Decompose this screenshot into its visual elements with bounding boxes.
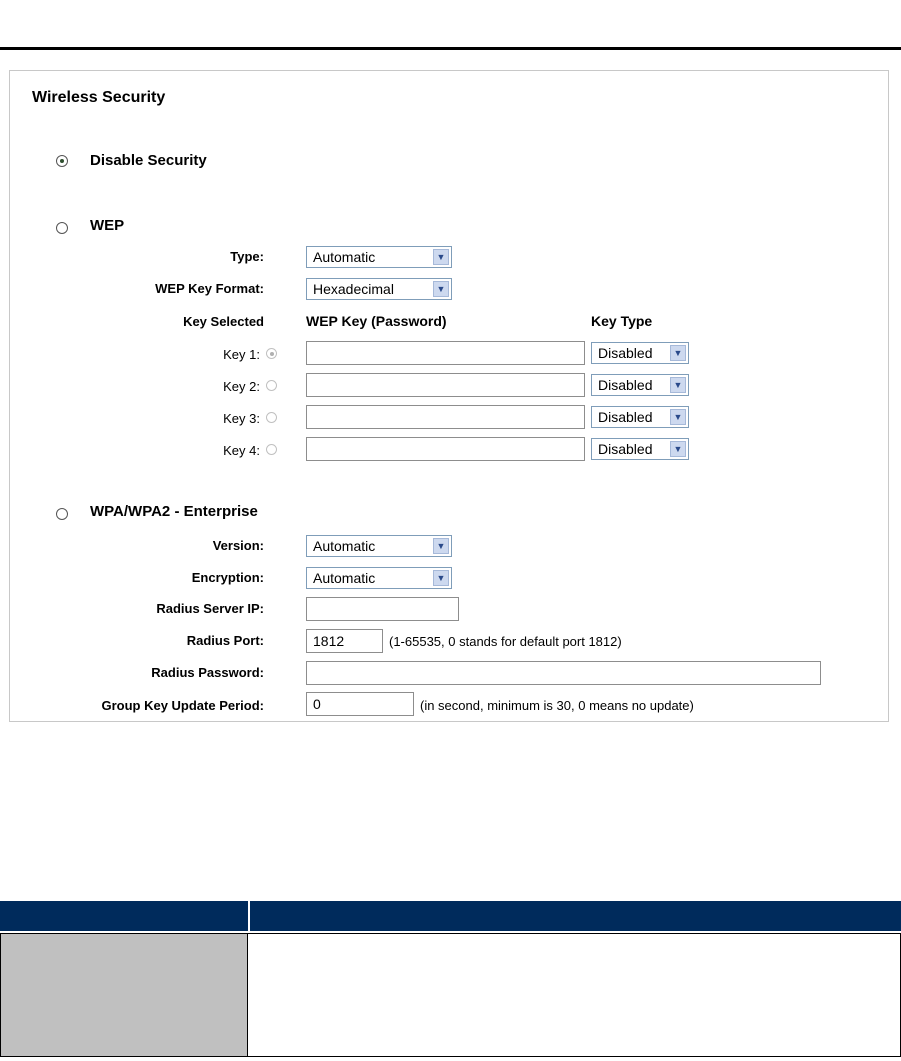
key-4-radio[interactable] [266, 444, 277, 455]
key-2-type-select[interactable] [591, 374, 689, 396]
encryption-value: Automatic [313, 570, 376, 586]
wep-label: WEP [90, 217, 125, 234]
version-value: Automatic [313, 538, 376, 554]
table-row-label-cell [0, 933, 248, 1057]
radius-port-input[interactable]: 1812 [306, 629, 383, 653]
wep-format-value: Hexadecimal [313, 281, 394, 297]
wep-format-label: WEP Key Format: [155, 281, 264, 296]
disable-security-label: Disable Security [90, 152, 207, 169]
wep-type-select[interactable] [306, 246, 452, 268]
chevron-down-icon: ▼ [670, 377, 686, 393]
key-4-input[interactable] [306, 437, 585, 461]
wep-type-value: Automatic [313, 249, 376, 265]
wep-type-label: Type: [230, 249, 264, 264]
wireless-security-panel [9, 70, 889, 722]
wep-format-select[interactable] [306, 278, 452, 300]
key-3-input[interactable] [306, 405, 585, 429]
key-2-label: Key 2: [223, 379, 260, 394]
chevron-down-icon: ▼ [670, 409, 686, 425]
radius-ip-input[interactable] [306, 597, 459, 621]
key-2-radio[interactable] [266, 380, 277, 391]
group-key-label: Group Key Update Period: [101, 698, 264, 713]
col-key-selected: Key Selected [183, 314, 264, 329]
panel-title: Wireless Security [32, 89, 166, 106]
table-header [0, 901, 901, 931]
key-2-input[interactable] [306, 373, 585, 397]
col-key-type: Key Type [591, 313, 653, 329]
key-1-label: Key 1: [223, 347, 260, 362]
chevron-down-icon: ▼ [433, 249, 449, 265]
table-row-description-cell [248, 933, 901, 1057]
encryption-select[interactable] [306, 567, 452, 589]
chevron-down-icon: ▼ [433, 570, 449, 586]
version-select[interactable] [306, 535, 452, 557]
version-label: Version: [212, 538, 264, 553]
key-3-label: Key 3: [223, 411, 260, 426]
chevron-down-icon: ▼ [433, 538, 449, 554]
key-2-type-value: Disabled [598, 377, 653, 393]
key-1-type-select[interactable] [591, 342, 689, 364]
key-3-type-value: Disabled [598, 409, 653, 425]
key-1-type-value: Disabled [598, 345, 653, 361]
radius-password-label: Radius Password: [151, 665, 264, 680]
chevron-down-icon: ▼ [670, 441, 686, 457]
chevron-down-icon: ▼ [670, 345, 686, 361]
top-divider [0, 47, 901, 50]
radius-port-note: (1-65535, 0 stands for default port 1812) [389, 634, 622, 649]
chevron-down-icon: ▼ [433, 281, 449, 297]
key-1-radio[interactable] [266, 348, 277, 359]
radius-password-input[interactable] [306, 661, 821, 685]
description-table [0, 901, 901, 1061]
col-wep-key: WEP Key (Password) [306, 313, 447, 329]
encryption-label: Encryption: [191, 570, 264, 585]
radius-port-label: Radius Port: [186, 633, 264, 648]
key-4-label: Key 4: [223, 443, 260, 458]
key-3-radio[interactable] [266, 412, 277, 423]
wep-radio[interactable] [56, 222, 68, 234]
wpa-enterprise-radio[interactable] [56, 508, 68, 520]
wpa-enterprise-label: WPA/WPA2 - Enterprise [90, 503, 258, 520]
disable-security-radio[interactable] [56, 155, 68, 167]
key-3-type-select[interactable] [591, 406, 689, 428]
group-key-input[interactable]: 0 [306, 692, 414, 716]
header-divider [248, 901, 250, 931]
key-4-type-select[interactable] [591, 438, 689, 460]
key-4-type-value: Disabled [598, 441, 653, 457]
radius-ip-label: Radius Server IP: [156, 601, 264, 616]
group-key-note: (in second, minimum is 30, 0 means no update) [420, 698, 694, 713]
key-1-input[interactable] [306, 341, 585, 365]
